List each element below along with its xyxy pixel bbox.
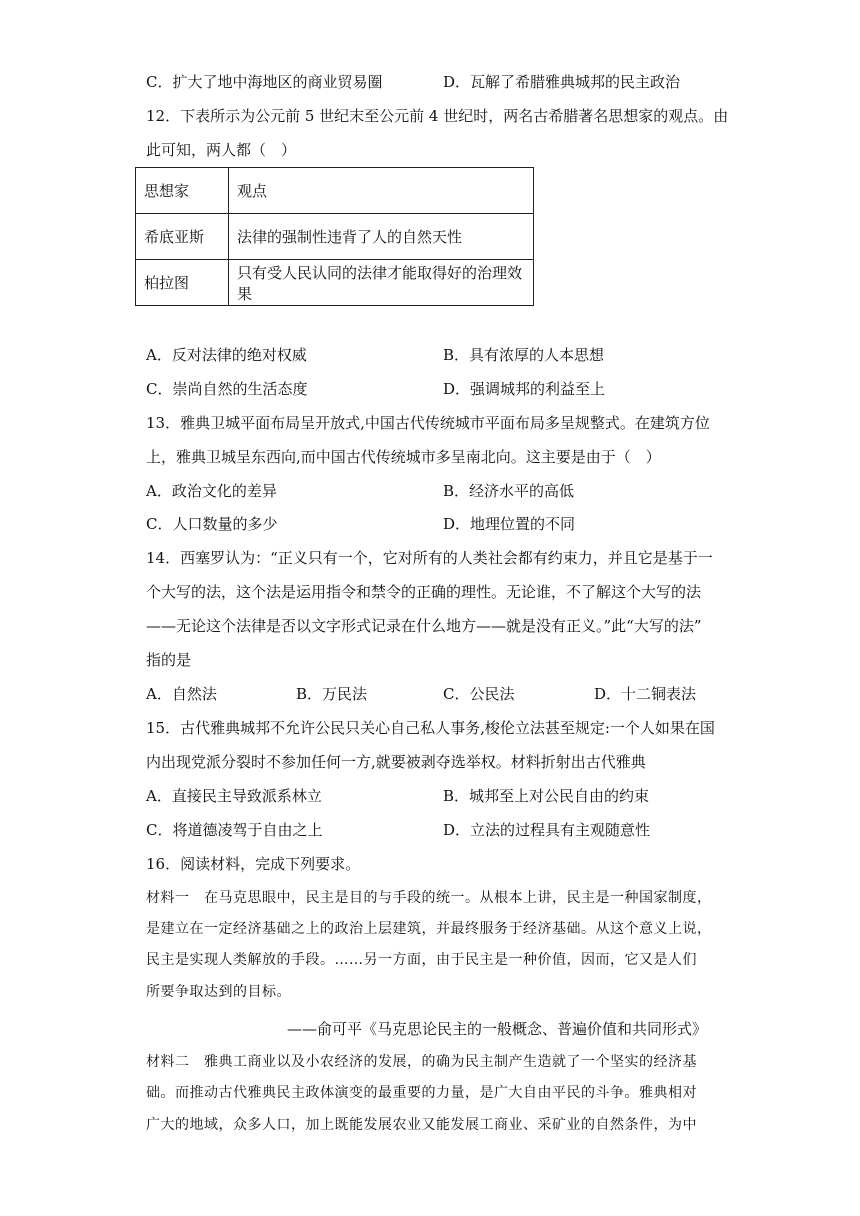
q14-stem-line-2: 个大写的法，这个法是运用指令和禁令的正确的理性。无论谁，不了解这个大写的法 [146,583,702,601]
q13-option-d: D．地理位置的不同 [443,515,576,533]
material-2-line-1: 材料二 雅典工商业以及小农经济的发展，的确为民主制产生造就了一个坚实的经济基 [146,1054,697,1070]
material-2-line-2: 础。而推动古代雅典民主政体演变的最重要的力量，是广大自由平民的斗争。雅典相对 [146,1085,697,1101]
q13-option-c: C．人口数量的多少 [146,515,278,533]
table-row [136,214,534,260]
q14-stem-line-1: 14．西塞罗认为：“正义只有一个，它对所有的人类社会都有约束力，并且它是基于一 [146,549,713,567]
q14-option-a: A．自然法 [146,685,217,703]
table-cell-thinker: 柏拉图 [136,260,229,306]
material-1-source: ——俞可平《马克思论民主的一般概念、普遍价值和共同形式》 [287,1020,708,1038]
q13-stem-line-2: 上，雅典卫城呈东西向,而中国古代传统城市多呈南北向。这主要是由于（ ） [146,448,661,466]
q14-stem-line-3: ——无论这个法律是否以文字形式记录在什么地方——就是没有正义。”此“大写的法” [146,617,702,635]
q14-option-d: D．十二铜表法 [594,685,697,703]
q11-option-d: D．瓦解了希腊雅典城邦的民主政治 [443,73,681,91]
q15-stem-line-1: 15．古代雅典城邦不允许公民只关心自己私人事务,梭伦立法甚至规定:一个人如果在国 [146,719,715,737]
table-header-row [136,168,534,214]
material-1-line-4: 所要争取达到的目标。 [146,984,291,1000]
q15-option-b: B．城邦至上对公民自由的约束 [443,787,650,805]
material-2-line-3: 广大的地域，众多人口，加上既能发展农业又能发展工商业、采矿业的自然条件，为中 [146,1117,697,1133]
q14-option-b: B．万民法 [296,685,368,703]
material-1-line-1: 材料一 在马克思眼中，民主是目的与手段的统一。从根本上讲，民主是一种国家制度， [146,890,712,906]
q15-stem-line-2: 内出现党派分裂时不参加任何一方,就要被剥夺选举权。材料折射出古代雅典 [146,753,646,771]
q11-option-c: C．扩大了地中海地区的商业贸易圈 [146,73,383,91]
table-cell-view: 法律的强制性违背了人的自然天性 [229,214,534,260]
q12-stem-line-1: 12．下表所示为公元前 5 世纪末至公元前 4 世纪时，两名古希腊著名思想家的观点。由 [146,107,729,125]
q12-option-a: A．反对法律的绝对权威 [146,346,307,364]
table-header-view: 观点 [229,168,534,214]
table-cell-thinker: 希底亚斯 [136,214,229,260]
q13-option-a: A．政治文化的差异 [146,482,277,500]
table-row [136,260,534,306]
q13-option-b: B．经济水平的高低 [443,482,575,500]
q15-option-c: C．将道德凌驾于自由之上 [146,821,323,839]
material-1-line-3: 民主是实现人类解放的手段。……另一方面，由于民主是一种价值，因而，它又是人们 [146,952,697,968]
q14-option-c: C．公民法 [443,685,515,703]
q12-option-d: D．强调城邦的利益至上 [443,380,606,398]
q12-option-c: C．崇尚自然的生活态度 [146,380,308,398]
q12-views-table [135,167,534,306]
material-1-line-2: 是建立在一定经济基础之上的政治上层建筑，并最终服务于经济基础。从这个意义上说， [146,921,712,937]
q12-stem-line-2: 此可知，两人都（ ） [146,141,297,159]
q12-option-b: B．具有浓厚的人本思想 [443,346,605,364]
q15-option-d: D．立法的过程具有主观随意性 [443,821,651,839]
q16-stem: 16．阅读材料，完成下列要求。 [146,855,361,873]
table-cell-view: 只有受人民认同的法律才能取得好的治理效果 [229,260,534,306]
q14-stem-line-4: 指的是 [146,651,192,669]
table-header-thinker: 思想家 [136,168,229,214]
q13-stem-line-1: 13．雅典卫城平面布局呈开放式,中国古代传统城市平面布局多呈规整式。在建筑方位 [146,414,710,432]
q15-option-a: A．直接民主导致派系林立 [146,787,322,805]
